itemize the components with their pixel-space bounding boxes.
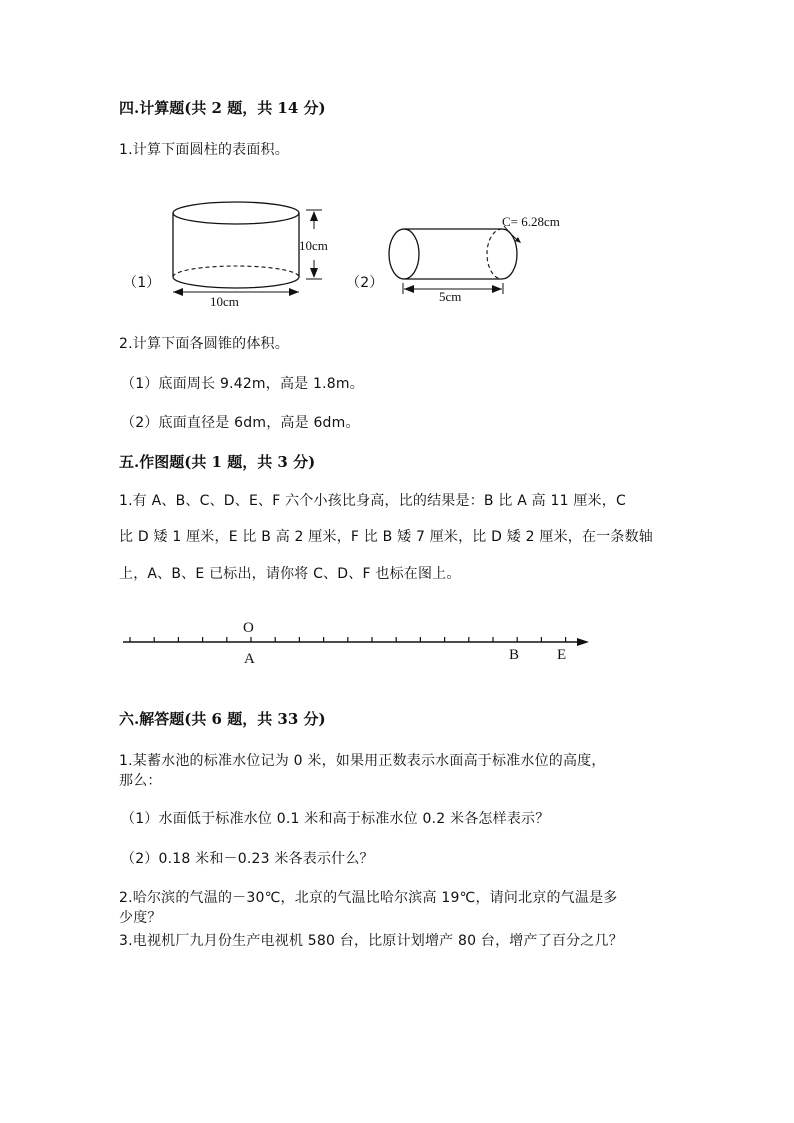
length-label: 5cm xyxy=(439,289,462,304)
question-6-3: 3.电视机厂九月份生产电视机 580 台，比原计划增产 80 台，增产了百分之几？ xyxy=(119,933,623,949)
question-6-1-line2: 那么： xyxy=(119,773,162,789)
number-line xyxy=(115,612,600,672)
question-5-1-line1: 1.有 A、B、C、D、E、F 六个小孩比身高，比的结果是：B 比 A 高 11 厘米，C xyxy=(119,493,626,509)
cylinder-figure-1 xyxy=(160,196,355,312)
point-e-label: E xyxy=(557,647,567,663)
figure2-label: （2） xyxy=(346,275,384,291)
question-4-2-sub1: （1）底面周长 9.42m，高是 1.8m。 xyxy=(121,376,364,392)
figure1-label: （1） xyxy=(123,275,161,291)
question-4-1: 1.计算下面圆柱的表面积。 xyxy=(119,142,289,158)
question-4-2: 2.计算下面各圆锥的体积。 xyxy=(119,336,289,352)
circumference-label: C= 6.28cm xyxy=(502,214,560,229)
section4-heading: 四.计算题(共 2 题，共 14 分) xyxy=(119,99,326,117)
question-6-2-line2: 少度？ xyxy=(119,910,162,926)
point-a-label: A xyxy=(244,651,255,667)
origin-label: O xyxy=(243,620,254,636)
height-label: 10cm xyxy=(299,238,328,253)
question-5-1-line3: 上，A、B、E 已标出，请你将 C、D、F 也标在图上。 xyxy=(119,566,461,582)
question-6-1-line1: 1.某蓄水池的标准水位记为 0 米，如果用正数表示水面高于标准水位的高度， xyxy=(119,753,606,769)
question-6-2-line1: 2.哈尔滨的气温的－30℃，北京的气温比哈尔滨高 19℃，请问北京的气温是多 xyxy=(119,890,618,906)
point-b-label: B xyxy=(509,647,520,663)
question-5-1-line2: 比 D 矮 1 厘米，E 比 B 高 2 厘米，F 比 B 矮 7 厘米，比 D 矮 2 厘米，在一条数轴 xyxy=(119,529,653,545)
cylinder-figure-2 xyxy=(384,208,584,308)
question-6-1-sub1: （1）水面低于标准水位 0.1 米和高于标准水位 0.2 米各怎样表示？ xyxy=(121,811,550,827)
question-6-1-sub2: （2）0.18 米和－0.23 米各表示什么？ xyxy=(121,851,374,867)
question-4-2-sub2: （2）底面直径是 6dm，高是 6dm。 xyxy=(121,415,360,431)
section6-heading: 六.解答题(共 6 题，共 33 分) xyxy=(119,710,326,728)
diameter-label: 10cm xyxy=(210,294,239,309)
section5-heading: 五.作图题(共 1 题，共 3 分) xyxy=(119,453,316,471)
